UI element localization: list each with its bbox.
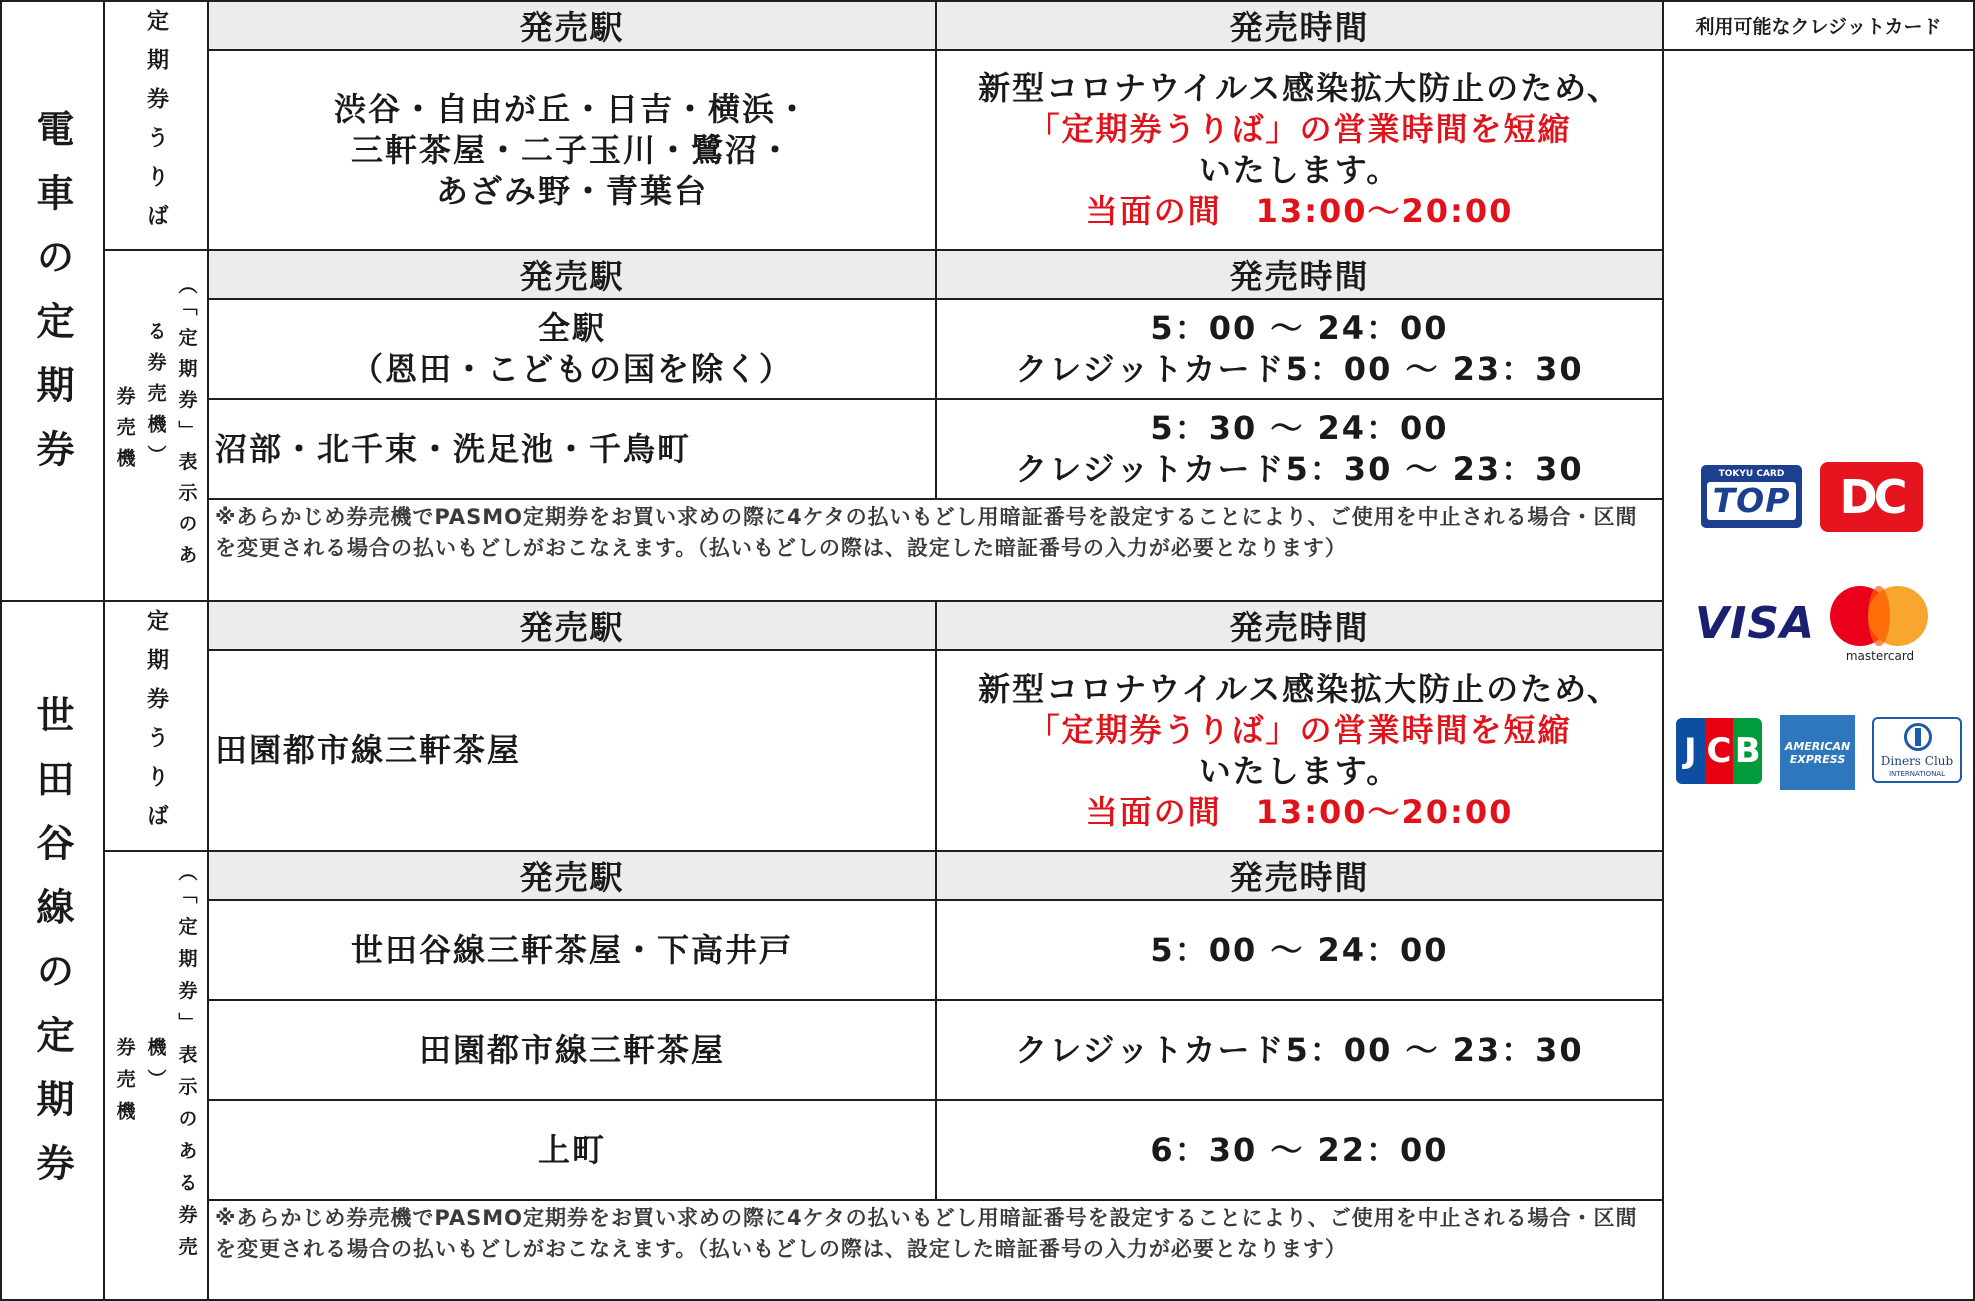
tokyu-card-top-logo: TOKYU CARD TOP [1701, 465, 1802, 528]
visa-logo: VISA [1694, 597, 1816, 649]
railway-counter-station-header: 発売駅 [207, 0, 937, 51]
setagaya-counter-hours-cell: 新型コロナウイルス感染拡大防止のため、 「定期券うりば」の営業時間を短縮 いたします。 当面の間 13:00〜20:00 [935, 649, 1664, 852]
railway-machine-row2-hours: 5：30 〜 24：00 クレジットカード5：30 〜 23：30 [935, 398, 1664, 500]
closure-notice-line4: 当面の間 13:00〜20:00 [1085, 192, 1514, 230]
railway-machine-station-header: 発売駅 [207, 249, 937, 300]
closure-notice-line3: いたします。 [1198, 151, 1401, 189]
railway-machine-label-part2: る券売機） [144, 321, 167, 476]
railway-machine-time-header: 発売時間 [935, 249, 1664, 300]
setagaya-machine-station-header: 発売駅 [207, 850, 937, 901]
railway-counter-label: 定期券うりば [143, 8, 169, 243]
setagaya-section-title: 世田谷線の定期券 [30, 694, 74, 1207]
railway-machine-row2-station: 沼部・北千束・洗足池・千鳥町 [207, 398, 937, 500]
setagaya-counter-station-header: 発売駅 [207, 600, 937, 651]
railway-counter-time-header: 発売時間 [935, 0, 1664, 51]
railway-counter-label-cell [103, 0, 209, 251]
railway-counter-stations-cell [207, 49, 937, 251]
setagaya-machine-label-part1: （「定期券」表示のある券売 [175, 862, 198, 1269]
railway-counter-station-line: あざみ野・青葉台 [435, 171, 708, 210]
setagaya-machine-row3-hours: 6：30 〜 22：00 [935, 1099, 1664, 1201]
diners-club-logo: Diners Club INTERNATIONAL [1872, 717, 1962, 783]
credit-card-logos-cell [1662, 49, 1975, 1301]
setagaya-counter-station-cell: 田園都市線三軒茶屋 [207, 649, 937, 852]
railway-counter-station-line: 渋谷・自由が丘・日吉・横浜・ [333, 89, 810, 128]
setagaya-machine-label-cell [103, 850, 209, 1301]
credit-card-header: 利用可能なクレジットカード [1662, 0, 1975, 51]
railway-refund-note: ※あらかじめ券売機でPASMO定期券をお買い求めの際に4ケタの払いもどし用暗証番号を設定することにより、ご使用を中止される場合・区間を変更される場合の払いもどしがおこなえます。（払いもどしの際は、設定した暗証番号の入力が必要となります） [207, 498, 1664, 602]
setagaya-section-title-cell [0, 600, 105, 1301]
setagaya-machine-row2-hours: クレジットカード5：00 〜 23：30 [935, 999, 1664, 1101]
setagaya-counter-label: 定期券うりば [143, 609, 169, 843]
setagaya-machine-row2-station: 田園都市線三軒茶屋 [207, 999, 937, 1101]
railway-machine-row1-station: 全駅 （恩田・こどもの国を除く） [207, 298, 937, 400]
setagaya-machine-row3-station: 上町 [207, 1099, 937, 1201]
setagaya-machine-label-part3: 券売機 [113, 1037, 136, 1133]
dc-card-logo: DC [1820, 462, 1923, 532]
setagaya-counter-time-header: 発売時間 [935, 600, 1664, 651]
closure-notice-line2: 「定期券うりば」の営業時間を短縮 [1027, 110, 1572, 148]
jcb-logo: J C B [1676, 718, 1762, 784]
railway-machine-label-cell [103, 249, 209, 602]
setagaya-machine-row1-hours: 5：00 〜 24：00 [935, 899, 1664, 1001]
railway-machine-label-part1: （「定期券」表示のあ [175, 275, 198, 576]
railway-section-title: 電車の定期券 [30, 109, 74, 493]
railway-counter-station-line: 三軒茶屋・二子玉川・鷺沼・ [350, 130, 793, 169]
setagaya-machine-row1-station: 世田谷線三軒茶屋・下高井戸 [207, 899, 937, 1001]
setagaya-machine-time-header: 発売時間 [935, 850, 1664, 901]
railway-counter-hours-cell [935, 49, 1664, 251]
amex-logo: AMERICAN EXPRESS [1780, 715, 1855, 790]
railway-section-title-cell [0, 0, 105, 602]
railway-machine-label-part3: 券売機 [113, 386, 136, 479]
railway-machine-row1-hours: 5：00 〜 24：00 クレジットカード5：00 〜 23：30 [935, 298, 1664, 400]
setagaya-refund-note: ※あらかじめ券売機でPASMO定期券をお買い求めの際に4ケタの払いもどし用暗証番号を設定することにより、ご使用を中止される場合・区間を変更される場合の払いもどしがおこなえます。（払いもどしの際は、設定した暗証番号の入力が必要となります） [207, 1199, 1664, 1301]
closure-notice-line1: 新型コロナウイルス感染拡大防止のため、 [978, 69, 1621, 107]
setagaya-counter-label-cell [103, 600, 209, 852]
mastercard-logo: mastercard [1828, 586, 1932, 666]
setagaya-machine-label-part2: 機） [144, 1037, 167, 1101]
